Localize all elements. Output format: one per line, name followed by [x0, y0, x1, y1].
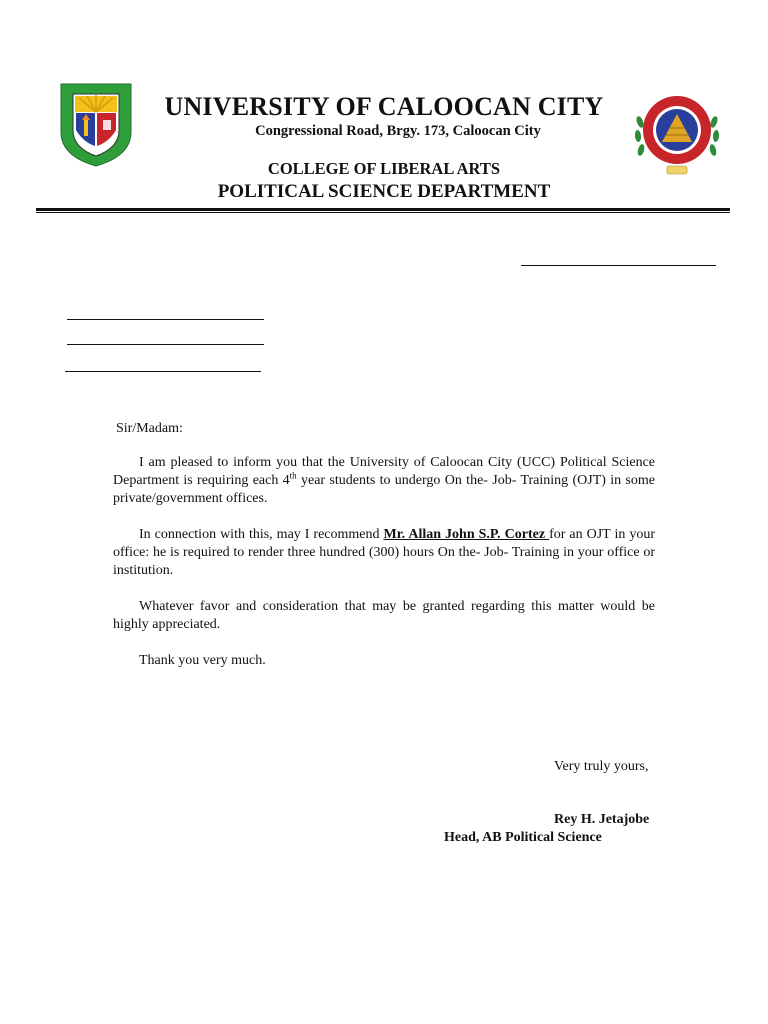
- signer-name: Rey H. Jetajobe: [554, 812, 650, 827]
- department-name: POLITICAL SCIENCE DEPARTMENT: [217, 181, 551, 202]
- recipient-position-blank-line: [67, 344, 264, 345]
- recipient-name-blank-line: [67, 319, 264, 320]
- paragraph-request: [113, 454, 655, 508]
- university-name: UNIVERSITY OF CALOOCAN CITY: [164, 92, 604, 121]
- paragraph-recommendation-text-end: for an OJT in your office: he is required to render three hundred (300) hours On the- Job- Training in your office or institution.: [113, 527, 655, 578]
- salutation: Sir/Madam:: [116, 421, 183, 436]
- university-address: Congressional Road, Brgy. 173, Caloocan City: [255, 123, 541, 139]
- paragraph-request-text: I am pleased to inform you that the University of Caloocan City (UCC) Political Science Department is requiring each 4: [113, 455, 655, 488]
- paragraph-recommendation-text: In connection with this, may I recommend: [139, 527, 384, 542]
- paragraph-recommendation: [113, 526, 655, 580]
- paragraph-thanks: Thank you very much.: [139, 653, 266, 668]
- ordinal-suffix: th: [289, 470, 297, 481]
- paragraph-appreciation: Whatever favor and consideration that may be granted regarding this matter would be highly appreciated.: [113, 599, 655, 632]
- letterhead-divider: [36, 208, 730, 211]
- date-blank-line: [521, 265, 716, 266]
- recommended-student-name: Mr. Allan John S.P. Cortez: [383, 527, 550, 542]
- closing-line: Very truly yours,: [554, 759, 649, 774]
- college-name: COLLEGE OF LIBERAL ARTS: [267, 159, 501, 178]
- signer-title: Head, AB Political Science: [444, 830, 602, 845]
- recipient-office-blank-line: [65, 371, 261, 372]
- paragraph-request-text-end: year students to undergo On the- Job- Training (OJT) in some private/government offices.: [113, 473, 655, 506]
- letterhead-divider-thin: [36, 212, 730, 213]
